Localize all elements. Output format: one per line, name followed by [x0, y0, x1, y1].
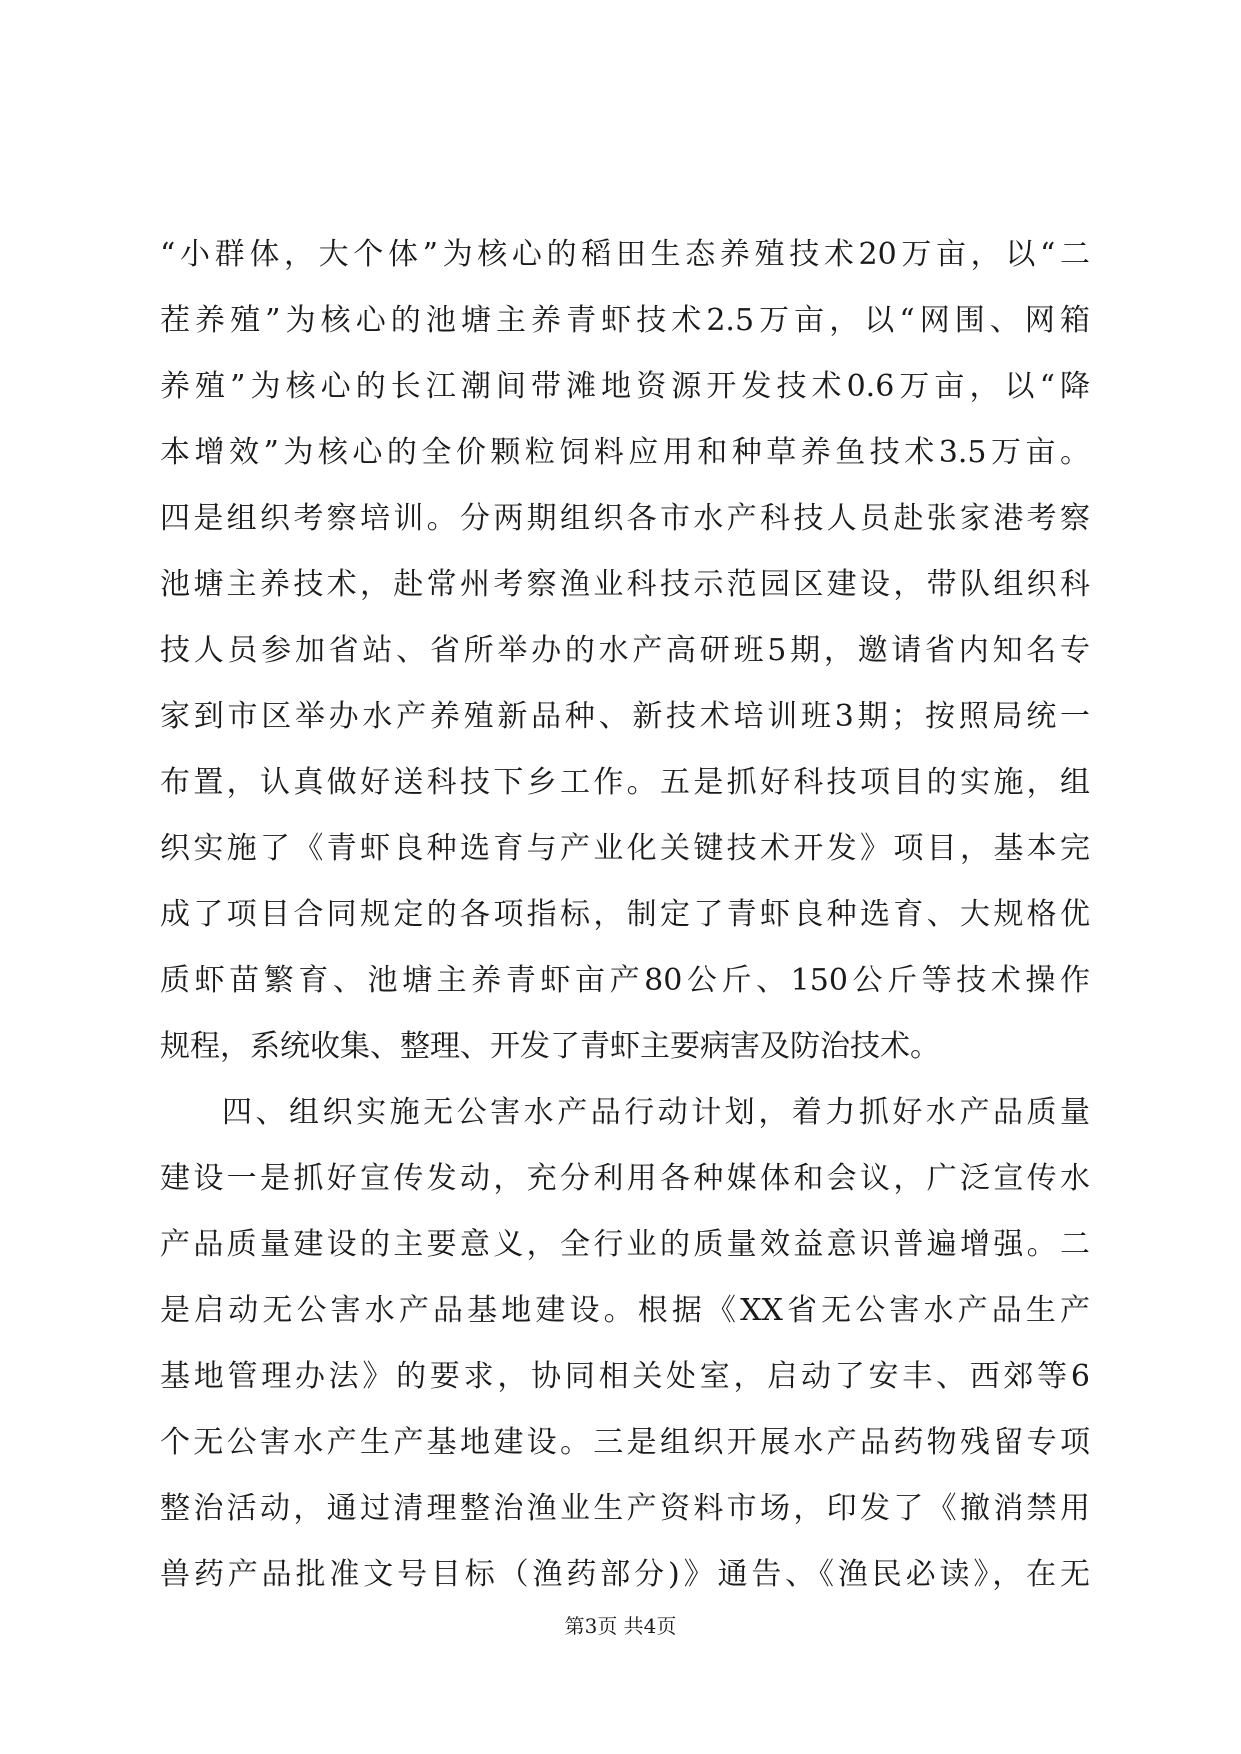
text-line: 四是组织考察培训。分两期组织各市水产科技人员赴张家港考察 — [160, 501, 1090, 536]
text-line: 质虾苗繁育、池塘主养青虾亩产80公斤、150公斤等技术操作 — [160, 963, 1090, 998]
text-line: 成了项目合同规定的各项指标，制定了青虾良种选育、大规格优 — [160, 897, 1090, 932]
text-line: 织实施了《青虾良种选育与产业化关键技术开发》项目，基本完 — [160, 831, 1090, 866]
text-line: 个无公害水产生产基地建设。三是组织开展水产品药物残留专项 — [160, 1425, 1090, 1460]
text-line: 整治活动，通过清理整治渔业生产资料市场，印发了《撤消禁用 — [160, 1491, 1090, 1526]
text-line: 养殖”为核心的长江潮间带滩地资源开发技术0.6万亩，以“降 — [160, 369, 1090, 404]
page-number-footer: 第3页 共4页 — [564, 1614, 677, 1638]
text-line: 兽药产品批准文号目标（渔药部分)》通告、《渔民必读》，在无 — [160, 1557, 1090, 1592]
text-line: 茬养殖”为核心的池塘主养青虾技术2.5万亩，以“网围、网箱 — [160, 303, 1090, 338]
text-line: 建设一是抓好宣传发动，充分利用各种媒体和会议，广泛宣传水 — [160, 1161, 1090, 1196]
text-line: 本增效”为核心的全价颗粒饲料应用和种草养鱼技术3.5万亩。 — [160, 435, 1090, 470]
text-line: “小群体，大个体”为核心的稻田生态养殖技术20万亩，以“二 — [160, 237, 1090, 272]
text-line: 布置，认真做好送科技下乡工作。五是抓好科技项目的实施，组 — [160, 765, 1090, 800]
text-line: 是启动无公害水产品基地建设。根据《XX省无公害水产品生产 — [160, 1293, 1090, 1328]
text-line: 基地管理办法》的要求，协同相关处室，启动了安丰、西郊等6 — [160, 1359, 1090, 1394]
body-text — [160, 222, 1090, 1608]
section-heading-line: 四、组织实施无公害水产品行动计划，着力抓好水产品质量 — [222, 1095, 1090, 1130]
text-line: 家到市区举办水产养殖新品种、新技术培训班3期；按照局统一 — [160, 699, 1090, 734]
text-line: 产品质量建设的主要意义，全行业的质量效益意识普遍增强。二 — [160, 1227, 1090, 1262]
text-line: 规程，系统收集、整理、开发了青虾主要病害及防治技术。 — [160, 1029, 940, 1064]
text-line: 技人员参加省站、省所举办的水产高研班5期，邀请省内知名专 — [160, 633, 1090, 668]
text-line: 池塘主养技术，赴常州考察渔业科技示范园区建设，带队组织科 — [160, 567, 1090, 602]
